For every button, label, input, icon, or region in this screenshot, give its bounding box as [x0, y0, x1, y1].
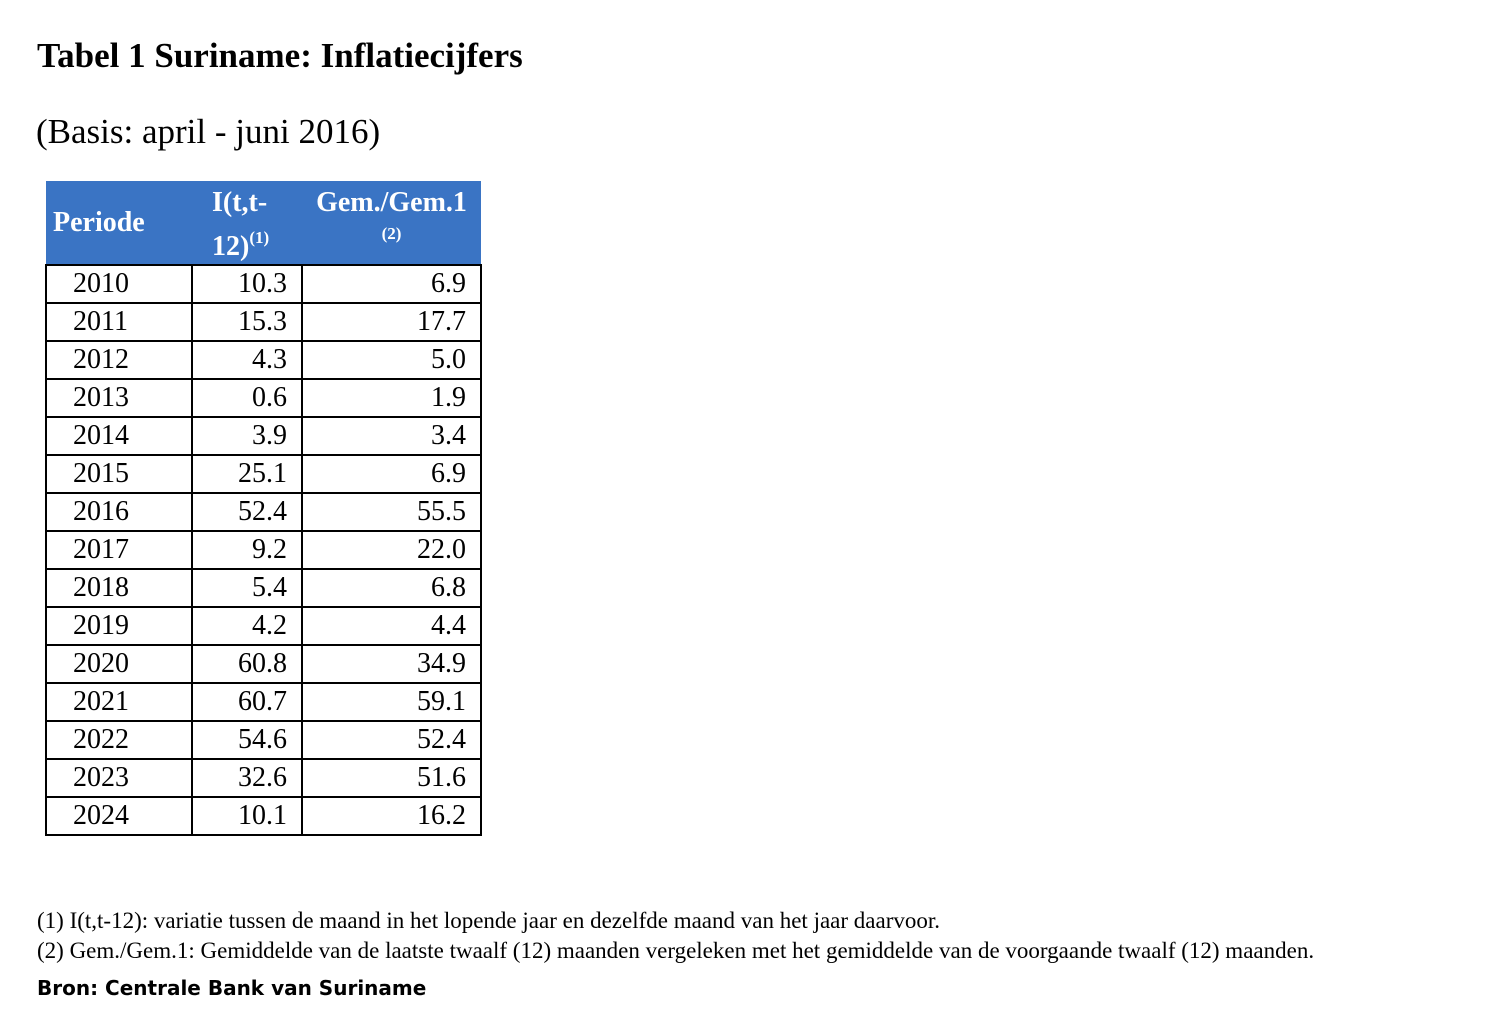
gem-cell: 6.9 — [302, 265, 481, 303]
periode-cell: 2010 — [46, 265, 192, 303]
periode-cell: 2015 — [46, 455, 192, 493]
table-row — [46, 265, 481, 303]
itt12-cell: 15.3 — [192, 303, 302, 341]
periode-cell: 2014 — [46, 417, 192, 455]
periode-cell: 2020 — [46, 645, 192, 683]
table-row — [46, 607, 481, 645]
itt12-cell: 60.7 — [192, 683, 302, 721]
gem-cell: 6.9 — [302, 455, 481, 493]
footnote-1: (1) I(t,t-12): variatie tussen de maand in het lopende jaar en dezelfde maand van het jaar daarvoor. — [37, 908, 940, 933]
periode-cell: 2022 — [46, 721, 192, 759]
itt12-cell: 60.8 — [192, 645, 302, 683]
itt12-cell: 32.6 — [192, 759, 302, 797]
periode-cell: 2016 — [46, 493, 192, 531]
table-row — [46, 569, 481, 607]
table-row — [46, 721, 481, 759]
table-title: Tabel 1 Suriname: Inflatiecijfers — [37, 36, 523, 75]
table-subtitle: (Basis: april - juni 2016) — [36, 112, 381, 151]
gem-cell: 55.5 — [302, 493, 481, 531]
footnotes — [37, 906, 1314, 966]
itt12-cell: 4.2 — [192, 607, 302, 645]
gem-cell: 3.4 — [302, 417, 481, 455]
header-itt12 — [192, 181, 302, 265]
gem-cell: 17.7 — [302, 303, 481, 341]
header-periode-label: Periode — [53, 207, 145, 238]
gem-cell: 6.8 — [302, 569, 481, 607]
itt12-cell: 4.3 — [192, 341, 302, 379]
table-body — [46, 265, 481, 835]
periode-cell: 2017 — [46, 531, 192, 569]
header-itt12-note: (1) — [249, 228, 270, 247]
header-itt12-line2: 12) — [212, 231, 250, 262]
itt12-cell: 10.3 — [192, 265, 302, 303]
table-row — [46, 341, 481, 379]
gem-cell: 16.2 — [302, 797, 481, 835]
periode-cell: 2019 — [46, 607, 192, 645]
header-gem-label: Gem./Gem.1 — [316, 187, 467, 218]
gem-cell: 4.4 — [302, 607, 481, 645]
table-row — [46, 797, 481, 835]
table-row — [46, 455, 481, 493]
footnote-2: (2) Gem./Gem.1: Gemiddelde van de laatste twaalf (12) maanden vergeleken met het gemiddelde van de voorgaande twaalf (12) maanden. — [37, 938, 1315, 963]
inflation-table — [45, 181, 482, 836]
table-row — [46, 759, 481, 797]
gem-cell: 52.4 — [302, 721, 481, 759]
gem-cell: 34.9 — [302, 645, 481, 683]
table-header-row — [46, 181, 481, 265]
itt12-cell: 52.4 — [192, 493, 302, 531]
itt12-cell: 10.1 — [192, 797, 302, 835]
header-gem-note: (2) — [381, 224, 402, 243]
table-row — [46, 645, 481, 683]
table-row — [46, 683, 481, 721]
periode-cell: 2024 — [46, 797, 192, 835]
itt12-cell: 54.6 — [192, 721, 302, 759]
itt12-cell: 9.2 — [192, 531, 302, 569]
periode-cell: 2018 — [46, 569, 192, 607]
gem-cell: 22.0 — [302, 531, 481, 569]
itt12-cell: 3.9 — [192, 417, 302, 455]
table-row — [46, 417, 481, 455]
table-row — [46, 379, 481, 417]
header-periode — [46, 181, 192, 265]
table-row — [46, 531, 481, 569]
periode-cell: 2011 — [46, 303, 192, 341]
periode-cell: 2012 — [46, 341, 192, 379]
header-itt12-line1: I(t,t- — [212, 187, 268, 218]
periode-cell: 2013 — [46, 379, 192, 417]
periode-cell: 2021 — [46, 683, 192, 721]
itt12-cell: 5.4 — [192, 569, 302, 607]
gem-cell: 51.6 — [302, 759, 481, 797]
periode-cell: 2023 — [46, 759, 192, 797]
itt12-cell: 25.1 — [192, 455, 302, 493]
source-note: Bron: Centrale Bank van Suriname — [37, 976, 427, 1000]
table-row — [46, 493, 481, 531]
itt12-cell: 0.6 — [192, 379, 302, 417]
gem-cell: 5.0 — [302, 341, 481, 379]
gem-cell: 1.9 — [302, 379, 481, 417]
table-row — [46, 303, 481, 341]
header-gem — [302, 181, 481, 265]
gem-cell: 59.1 — [302, 683, 481, 721]
